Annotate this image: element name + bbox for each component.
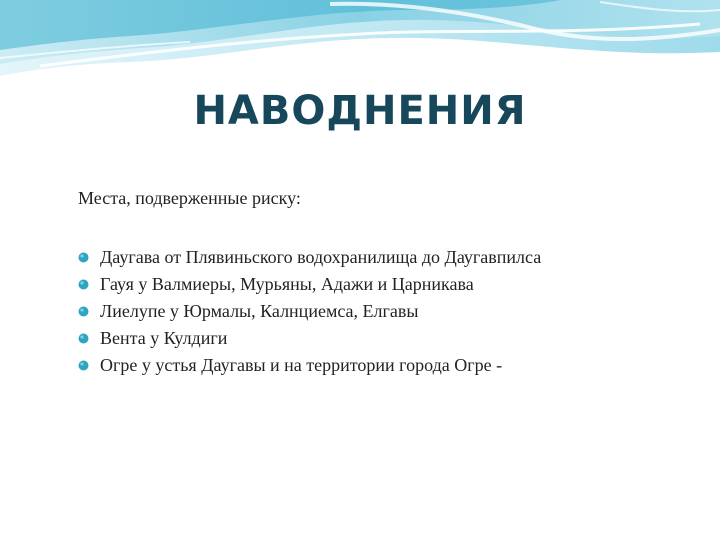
teal-circle-bullet-icon (78, 306, 89, 317)
list-item (78, 352, 541, 379)
list-item (78, 271, 541, 298)
list-item-text: Огре у устья Даугавы и на территории города Огре - (100, 355, 503, 375)
list-item (78, 244, 541, 271)
slide-title: НАВОДНЕНИЯ (193, 88, 527, 134)
list-item (78, 298, 541, 325)
list-item-text: Даугава от Плявиньского водохранилища до Даугавпилса (100, 247, 542, 267)
list-item-text: Лиелупе у Юрмалы, Калнциемса, Елгавы (100, 301, 419, 321)
teal-circle-bullet-icon (78, 279, 89, 290)
list-item (78, 325, 541, 352)
slide-subtitle: Места, подверженные риску: (78, 188, 301, 208)
wave-header-decoration (0, 0, 720, 90)
list-item-text: Вента у Кулдиги (100, 328, 228, 348)
list-item-text: Гауя у Валмиеры, Мурьяны, Адажи и Царникава (100, 274, 474, 294)
teal-circle-bullet-icon (78, 360, 89, 371)
teal-circle-bullet-icon (78, 252, 89, 263)
teal-circle-bullet-icon (78, 333, 89, 344)
bullet-list (78, 244, 541, 379)
